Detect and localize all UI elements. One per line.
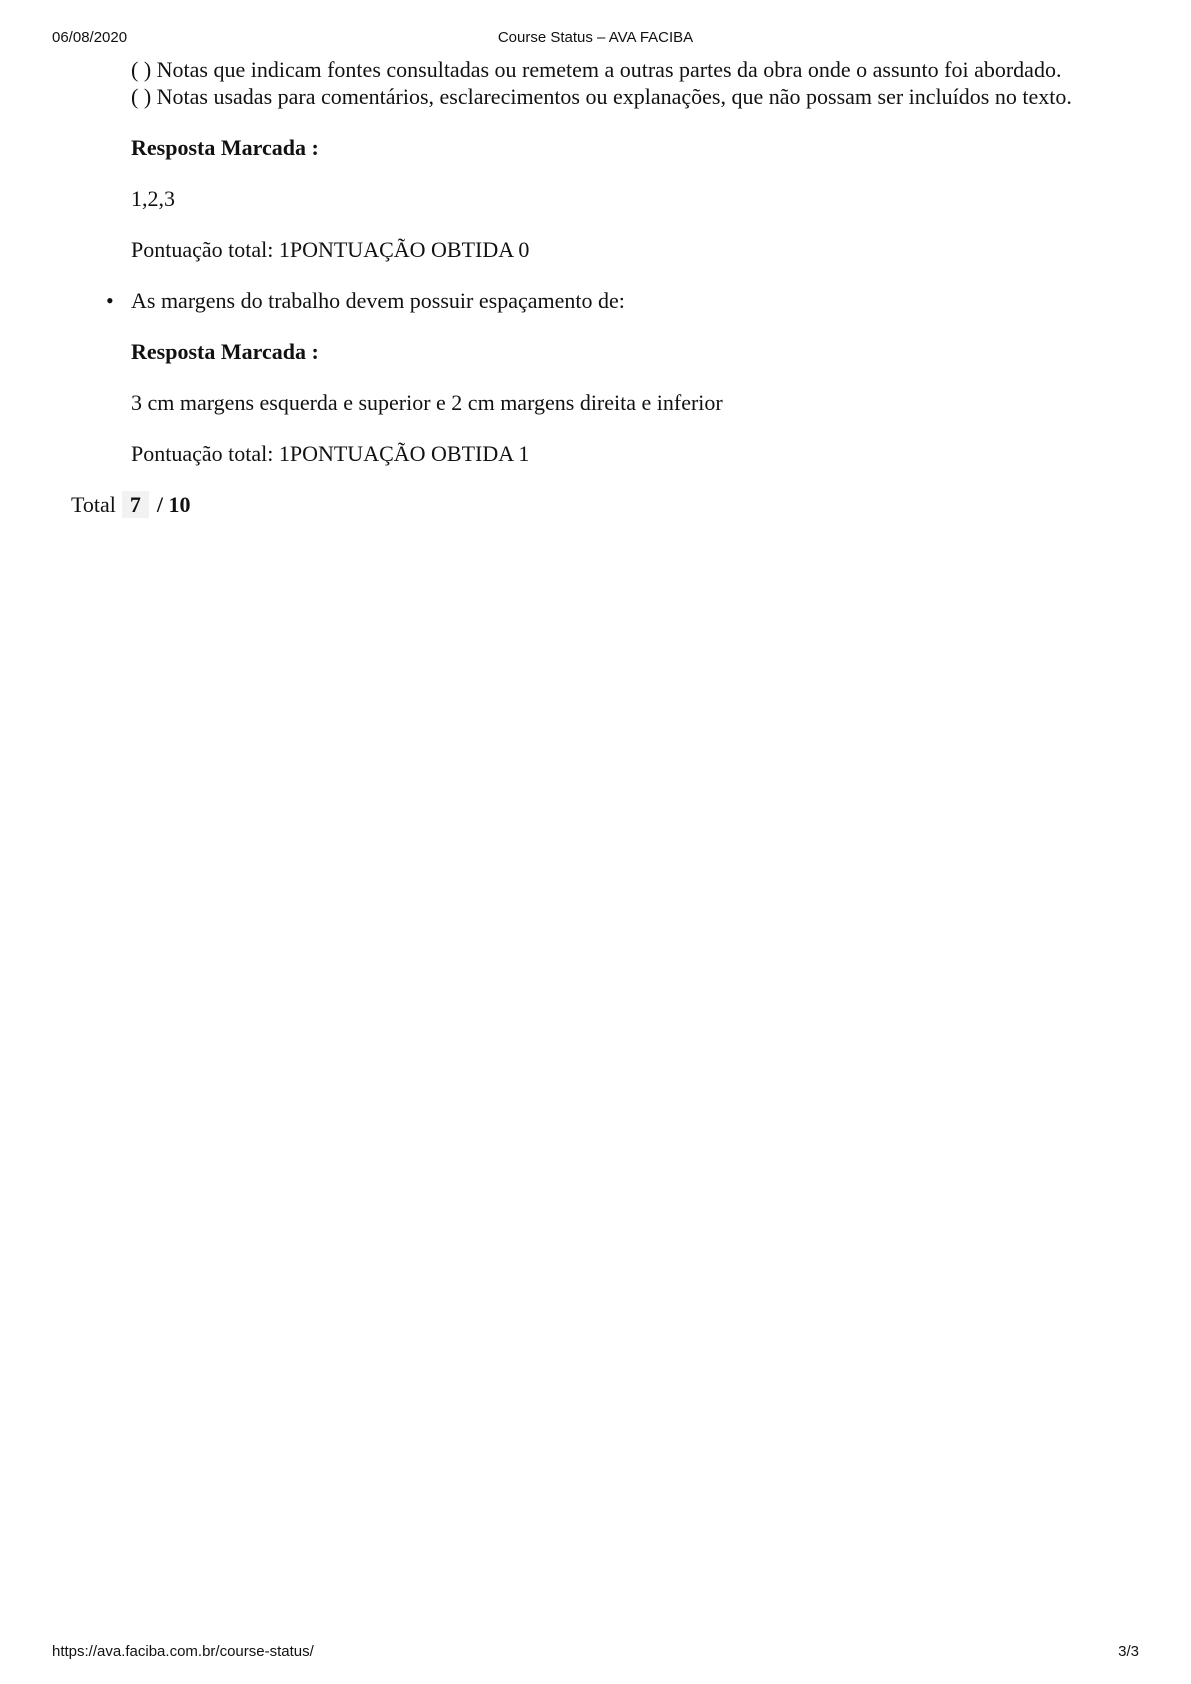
total-score: 7: [122, 491, 149, 518]
option-text: ( ) Notas que indicam fontes consultadas ou remetem a outras partes da obra onde o assunto foi abordado.: [131, 57, 1062, 82]
score-line: Pontuação total: 1PONTUAÇÃO OBTIDA 0: [131, 237, 530, 262]
print-footer: [52, 1643, 1139, 1663]
marked-answer: 1,2,3: [131, 186, 175, 211]
bullet-icon: •: [106, 288, 114, 313]
print-title: Course Status – AVA FACIBA: [497, 29, 694, 46]
print-header: [52, 29, 1139, 49]
option-text: ( ) Notas usadas para comentários, esclarecimentos ou explanações, que não possam ser incluídos no texto.: [131, 84, 1072, 109]
print-date: 06/08/2020: [52, 29, 128, 46]
question-item: [0, 287, 1191, 467]
total-label: Total: [71, 492, 116, 517]
previous-question-block: [131, 56, 1111, 263]
answer-heading: Resposta Marcada :: [131, 135, 319, 160]
total-max: / 10: [156, 492, 191, 517]
course-status-content: [0, 56, 1191, 518]
answer-heading: Resposta Marcada :: [131, 339, 319, 364]
total-row: [71, 491, 1191, 518]
score-line: Pontuação total: 1PONTUAÇÃO OBTIDA 1: [131, 441, 530, 466]
question-text: As margens do trabalho devem possuir espaçamento de:: [131, 288, 625, 313]
print-url: https://ava.faciba.com.br/course-status/: [52, 1643, 314, 1660]
marked-answer: 3 cm margens esquerda e superior e 2 cm margens direita e inferior: [131, 390, 723, 415]
page-number: 3/3: [1118, 1643, 1139, 1660]
